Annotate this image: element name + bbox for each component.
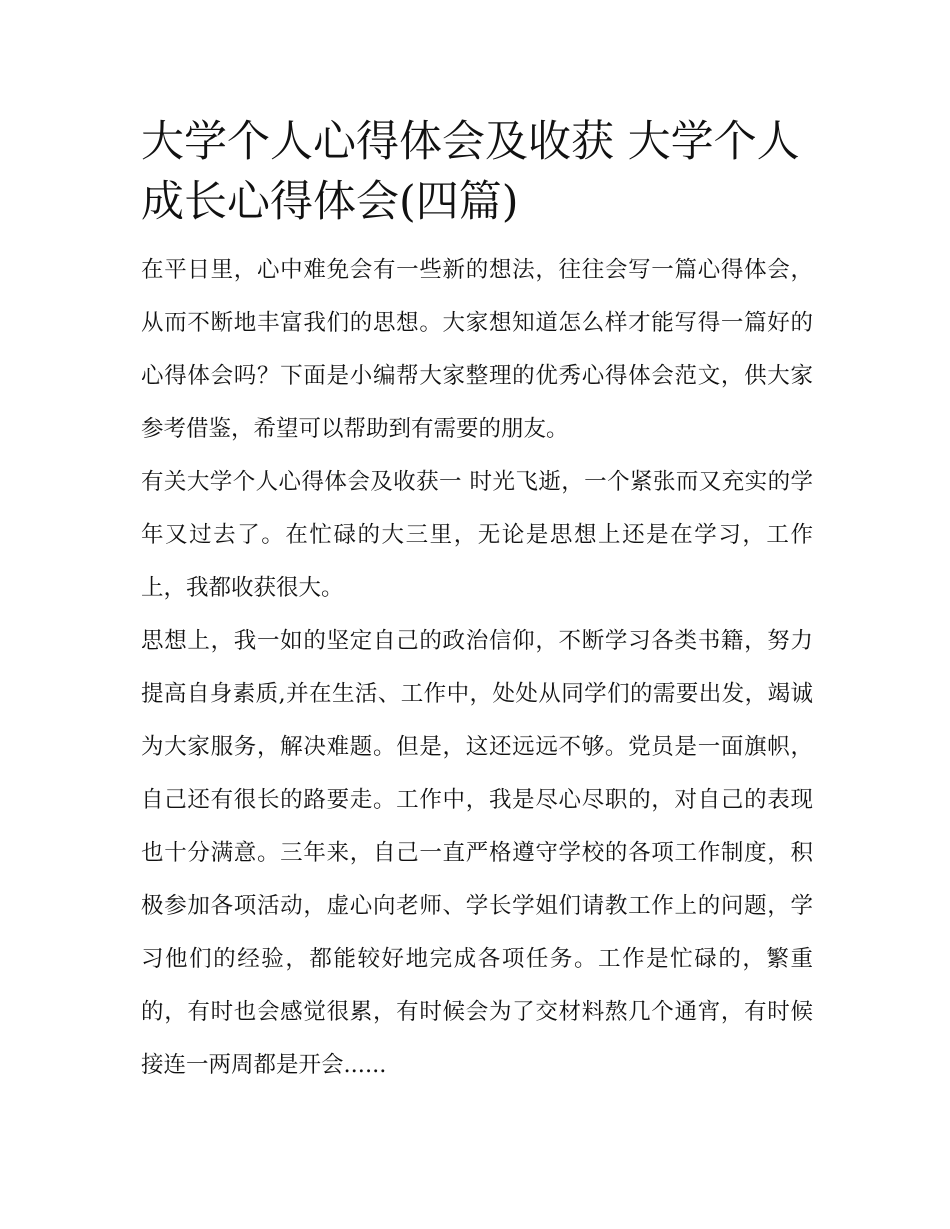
document-page <box>141 112 813 1092</box>
thoughts-paragraph: 思想上，我一如的坚定自己的政治信仰，不断学习各类书籍，努力提高自身素质,并在生活、工作中，处处从同学们的需要出发，竭诚为大家服务，解决难题。但是，这还远远不够。党员是一面旗帜，自己还有很长的路要走。工作中，我是尽心尽职的，对自己的表现也十分满意。三年来，自己一直严格遵守学校的各项工作制度，积极参加各项活动，虚心向老师、学长学姐们请教工作上的问题，学习他们的经验，都能较好地完成各项任务。工作是忙碌的，繁重的，有时也会感觉很累，有时候会为了交材料熬几个通宵，有时候接连一两周都是开会...... <box>141 628 813 1078</box>
document-title: 大学个人心得体会及收获 大学个人成长心得体会(四篇) <box>141 117 800 227</box>
intro-paragraph: 在平日里，心中难免会有一些新的想法，往往会写一篇心得体会，从而不断地丰富我们的思想。大家想知道怎么样才能写得一篇好的心得体会吗？下面是小编帮大家整理的优秀心得体会范文，供大家参考借鉴，希望可以帮助到有需要的朋友。 <box>141 257 813 442</box>
section-one-paragraph: 有关大学个人心得体会及收获一 时光飞逝，一个紧张而又充实的学年又过去了。在忙碌的大三里，无论是思想上还是在学习，工作上，我都收获很大。 <box>141 469 813 601</box>
